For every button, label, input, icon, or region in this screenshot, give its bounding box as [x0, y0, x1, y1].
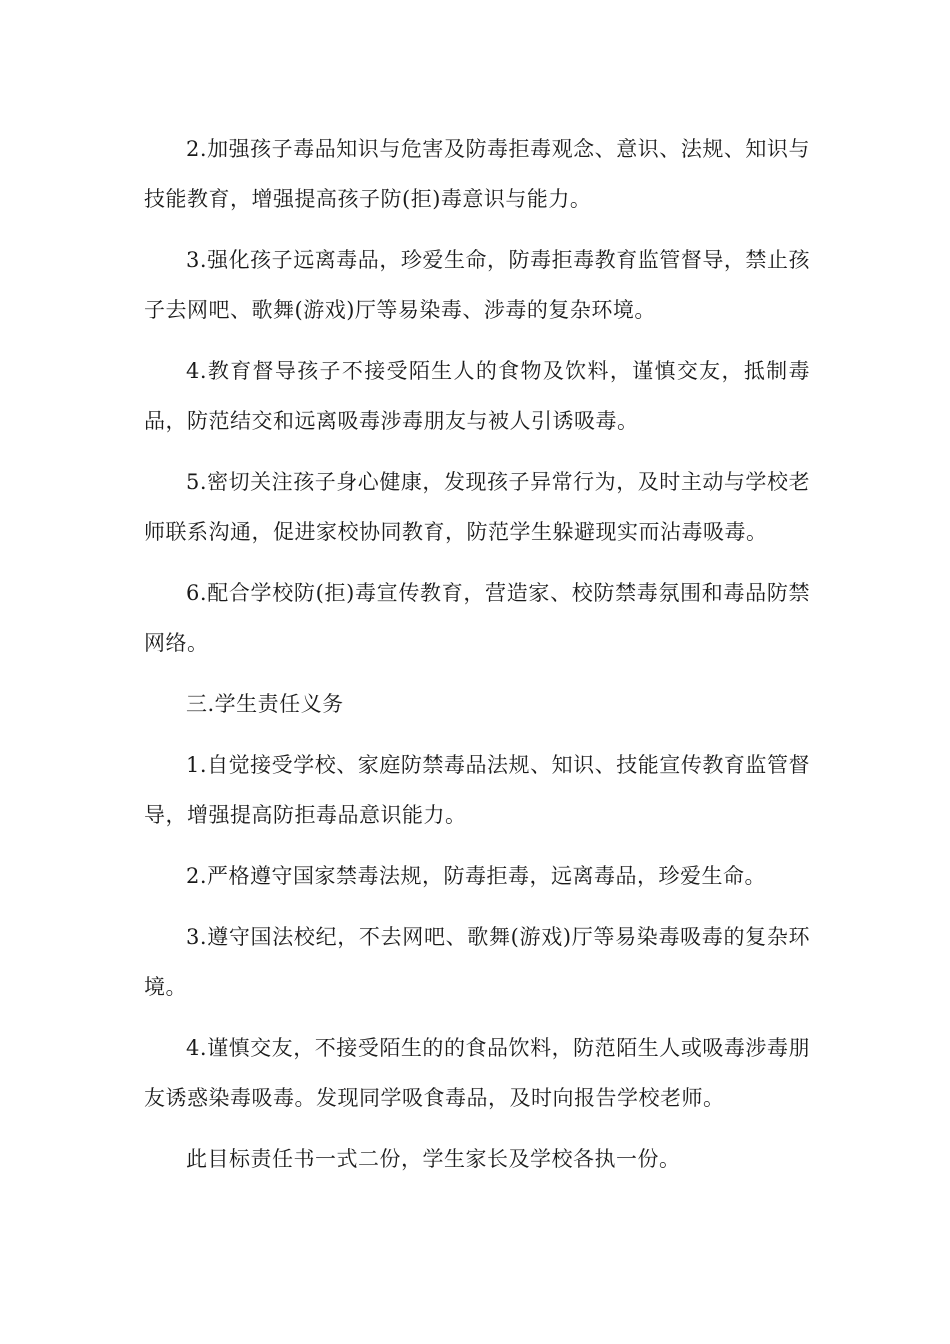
paragraph-student-duty-4: 4.谨慎交友，不接受陌生的的食品饮料，防范陌生人或吸毒涉毒朋友诱惑染毒吸毒。发现同学吸食毒品，及时向报告学校老师。 [144, 1036, 810, 1110]
paragraph-student-duty-2: 2.严格遵守国家禁毒法规，防毒拒毒，远离毒品，珍爱生命。 [186, 864, 767, 888]
paragraph-parent-duty-5: 5.密切关注孩子身心健康，发现孩子异常行为，及时主动与学校老师联系沟通，促进家校协同教育，防范学生躲避现实而沾毒吸毒。 [144, 470, 810, 544]
section-heading-student-duties: 三.学生责任义务 [186, 692, 344, 716]
paragraph-parent-duty-3: 3.强化孩子远离毒品，珍爱生命，防毒拒毒教育监管督导，禁止孩子去网吧、歌舞(游戏)厅等易染毒、涉毒的复杂环境。 [144, 248, 810, 322]
paragraph-parent-duty-4: 4.教育督导孩子不接受陌生人的食物及饮料，谨慎交友，抵制毒品，防范结交和远离吸毒涉毒朋友与被人引诱吸毒。 [144, 359, 810, 433]
paragraph-parent-duty-2: 2.加强孩子毒品知识与危害及防毒拒毒观念、意识、法规、知识与技能教育，增强提高孩子防(拒)毒意识与能力。 [144, 137, 810, 211]
paragraph-closing-note: 此目标责任书一式二份，学生家长及学校各执一份。 [186, 1147, 681, 1171]
paragraph-parent-duty-6: 6.配合学校防(拒)毒宣传教育，营造家、校防禁毒氛围和毒品防禁网络。 [144, 581, 810, 655]
paragraph-student-duty-3: 3.遵守国法校纪，不去网吧、歌舞(游戏)厅等易染毒吸毒的复杂环境。 [144, 925, 810, 999]
paragraph-student-duty-1: 1.自觉接受学校、家庭防禁毒品法规、知识、技能宣传教育监管督导，增强提高防拒毒品意识能力。 [144, 753, 810, 827]
